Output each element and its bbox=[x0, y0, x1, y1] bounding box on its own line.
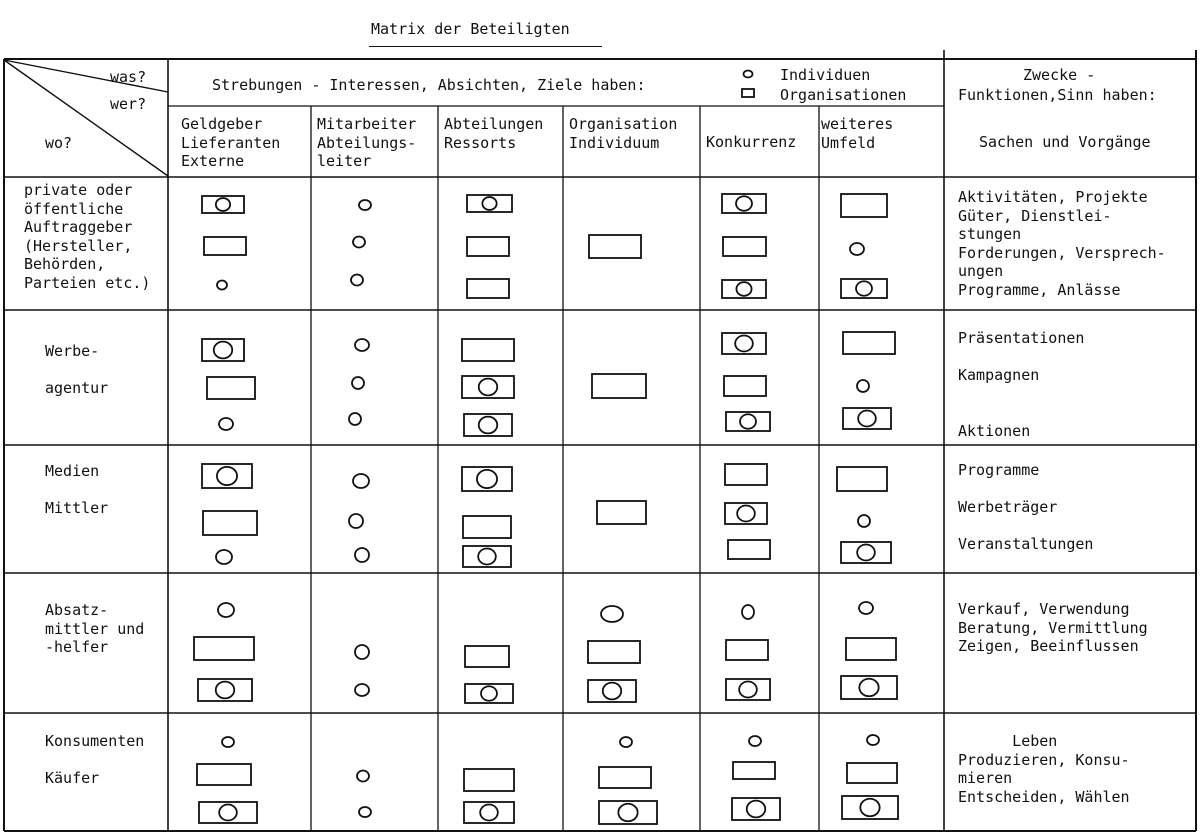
row-functions-konsumenten: Leben Produzieren, Konsu- mieren Entscheiden, Wählen bbox=[958, 732, 1130, 806]
individual-in-organisation-symbol bbox=[860, 799, 879, 816]
individual-symbol bbox=[355, 684, 369, 696]
corner-wer-label: wer? bbox=[110, 95, 147, 113]
individual-in-organisation-symbol bbox=[736, 282, 751, 296]
organisation-symbol bbox=[467, 279, 509, 298]
individual-symbol bbox=[355, 645, 369, 659]
individual-symbol bbox=[867, 735, 879, 745]
individual-symbol bbox=[858, 515, 870, 527]
individual-in-organisation-symbol bbox=[479, 379, 497, 396]
organisation-symbol bbox=[599, 767, 651, 788]
legend-individuen-label: Individuen bbox=[780, 66, 871, 84]
organisation-symbol bbox=[464, 769, 514, 791]
row-functions-medien: Programme Werbeträger Veranstaltungen bbox=[958, 461, 1094, 553]
row-label-absatzmittler: Absatz- mittler und -helfer bbox=[45, 601, 145, 656]
individual-in-organisation-symbol bbox=[737, 506, 755, 522]
column-header-mitarbeiter: Mitarbeiter Abteilungs- leiter bbox=[317, 115, 417, 170]
row-functions-werbeagentur: Präsentationen Kampagnen Aktionen bbox=[958, 329, 1085, 440]
individual-symbol bbox=[353, 474, 369, 488]
column-header-organisation: Organisation Individuum bbox=[569, 115, 678, 152]
organisation-symbol bbox=[725, 464, 767, 485]
organisation-symbol bbox=[463, 516, 511, 538]
individual-in-organisation-symbol bbox=[740, 414, 756, 428]
individual-symbol bbox=[857, 380, 869, 392]
legend-organisationen-label: Organisationen bbox=[780, 86, 907, 104]
individual-symbol bbox=[216, 550, 232, 564]
column-header-konkurrenz: Konkurrenz bbox=[706, 133, 797, 151]
organisation-symbol bbox=[837, 467, 887, 491]
organisation-symbol bbox=[465, 646, 509, 667]
individual-in-organisation-symbol bbox=[477, 470, 497, 488]
individual-in-organisation-symbol bbox=[479, 417, 497, 434]
individual-symbol bbox=[222, 737, 234, 747]
individual-in-organisation-symbol bbox=[217, 467, 237, 485]
individual-in-organisation-symbol bbox=[214, 342, 232, 359]
individual-symbol bbox=[357, 771, 369, 782]
organisation-symbol bbox=[597, 501, 646, 524]
individual-symbol bbox=[218, 603, 234, 617]
organisation-symbol bbox=[589, 235, 641, 258]
individual-symbol bbox=[352, 377, 364, 389]
individual-in-organisation-symbol bbox=[481, 686, 497, 700]
individual-in-organisation-symbol bbox=[858, 411, 876, 427]
organisation-symbol bbox=[592, 374, 646, 398]
organisation-symbol bbox=[207, 377, 255, 399]
corner-wo-label: wo? bbox=[45, 134, 73, 152]
individual-symbol bbox=[859, 602, 873, 614]
organisation-symbol bbox=[841, 194, 887, 217]
individual-symbol bbox=[219, 418, 233, 430]
individual-in-organisation-symbol bbox=[739, 682, 757, 698]
individual-in-organisation-symbol bbox=[857, 545, 875, 561]
organisation-symbol bbox=[847, 763, 897, 783]
organisation-symbol bbox=[197, 764, 251, 785]
row-label-werbeagentur: Werbe- agentur bbox=[45, 342, 109, 397]
individual-symbol bbox=[601, 606, 623, 622]
individual-in-organisation-symbol bbox=[736, 196, 752, 210]
column-header-umfeld: weiteres Umfeld bbox=[821, 115, 894, 152]
individual-in-organisation-symbol bbox=[480, 805, 498, 821]
individual-symbol bbox=[217, 281, 227, 290]
corner-was-label: was? bbox=[110, 68, 147, 86]
organisation-symbol bbox=[843, 332, 895, 354]
individual-in-organisation-symbol bbox=[478, 549, 496, 565]
individual-in-organisation-symbol bbox=[216, 198, 230, 211]
page-title: Matrix der Beteiligten bbox=[371, 20, 570, 38]
row-label-medien: Medien Mittler bbox=[45, 462, 109, 517]
individual-symbol bbox=[355, 548, 369, 562]
organisation-symbol bbox=[724, 376, 766, 396]
individual-symbol bbox=[620, 737, 632, 747]
column-header-abteilungen: Abteilungen Ressorts bbox=[444, 115, 544, 152]
organisation-symbol bbox=[846, 638, 896, 660]
individual-symbol bbox=[349, 514, 363, 528]
column-header-geldgeber: Geldgeber Lieferanten Externe bbox=[181, 115, 281, 170]
individual-symbol bbox=[351, 275, 363, 286]
row-functions-absatzmittler: Verkauf, Verwendung Beratung, Vermittlung Zeigen, Beeinflussen bbox=[958, 600, 1148, 655]
individual-in-organisation-symbol bbox=[859, 679, 878, 696]
individual-symbol bbox=[359, 200, 371, 210]
organisation-symbol bbox=[203, 511, 257, 535]
organisation-symbol bbox=[733, 762, 775, 779]
individual-in-organisation-symbol bbox=[856, 281, 872, 295]
row-label-konsumenten: Konsumenten Käufer bbox=[45, 732, 145, 787]
header-strebungen: Strebungen - Interessen, Absichten, Ziele haben: bbox=[212, 76, 646, 94]
header-zwecke: Zwecke - bbox=[1023, 66, 1096, 84]
organisation-symbol bbox=[194, 637, 254, 660]
organisation-symbol bbox=[467, 237, 509, 256]
column-header-sachen: Sachen und Vorgänge bbox=[979, 133, 1151, 151]
individual-symbol bbox=[749, 736, 761, 746]
individual-symbol bbox=[359, 807, 371, 817]
row-functions-auftraggeber: Aktivitäten, Projekte Güter, Dienstlei- stungen Forderungen, Versprech- ungen Programme, Anlässe bbox=[958, 188, 1166, 299]
organisation-symbol bbox=[726, 640, 768, 660]
individual-symbol bbox=[349, 413, 361, 425]
header-funktionen: Funktionen,Sinn haben: bbox=[958, 86, 1157, 104]
individual-in-organisation-symbol bbox=[482, 197, 496, 210]
individual-symbol bbox=[850, 243, 864, 255]
organisation-symbol bbox=[462, 339, 514, 361]
individual-in-organisation-symbol bbox=[618, 804, 637, 821]
legend-individual-symbol bbox=[744, 71, 753, 78]
organisation-symbol bbox=[723, 237, 766, 256]
organisation-symbol bbox=[204, 237, 246, 255]
individual-symbol bbox=[353, 237, 365, 248]
individual-in-organisation-symbol bbox=[747, 801, 765, 818]
individual-symbol bbox=[742, 605, 754, 619]
legend-organisation-symbol bbox=[742, 89, 754, 97]
individual-symbol bbox=[355, 339, 369, 351]
individual-in-organisation-symbol bbox=[603, 683, 621, 700]
individual-in-organisation-symbol bbox=[216, 682, 234, 699]
row-label-auftraggeber: private oder öffentliche Auftraggeber (Hersteller, Behörden, Parteien etc.) bbox=[24, 181, 151, 292]
symbols-layer bbox=[194, 194, 898, 824]
organisation-symbol bbox=[588, 641, 640, 663]
individual-in-organisation-symbol bbox=[219, 805, 237, 821]
individual-in-organisation-symbol bbox=[735, 336, 753, 352]
organisation-symbol bbox=[728, 540, 770, 559]
